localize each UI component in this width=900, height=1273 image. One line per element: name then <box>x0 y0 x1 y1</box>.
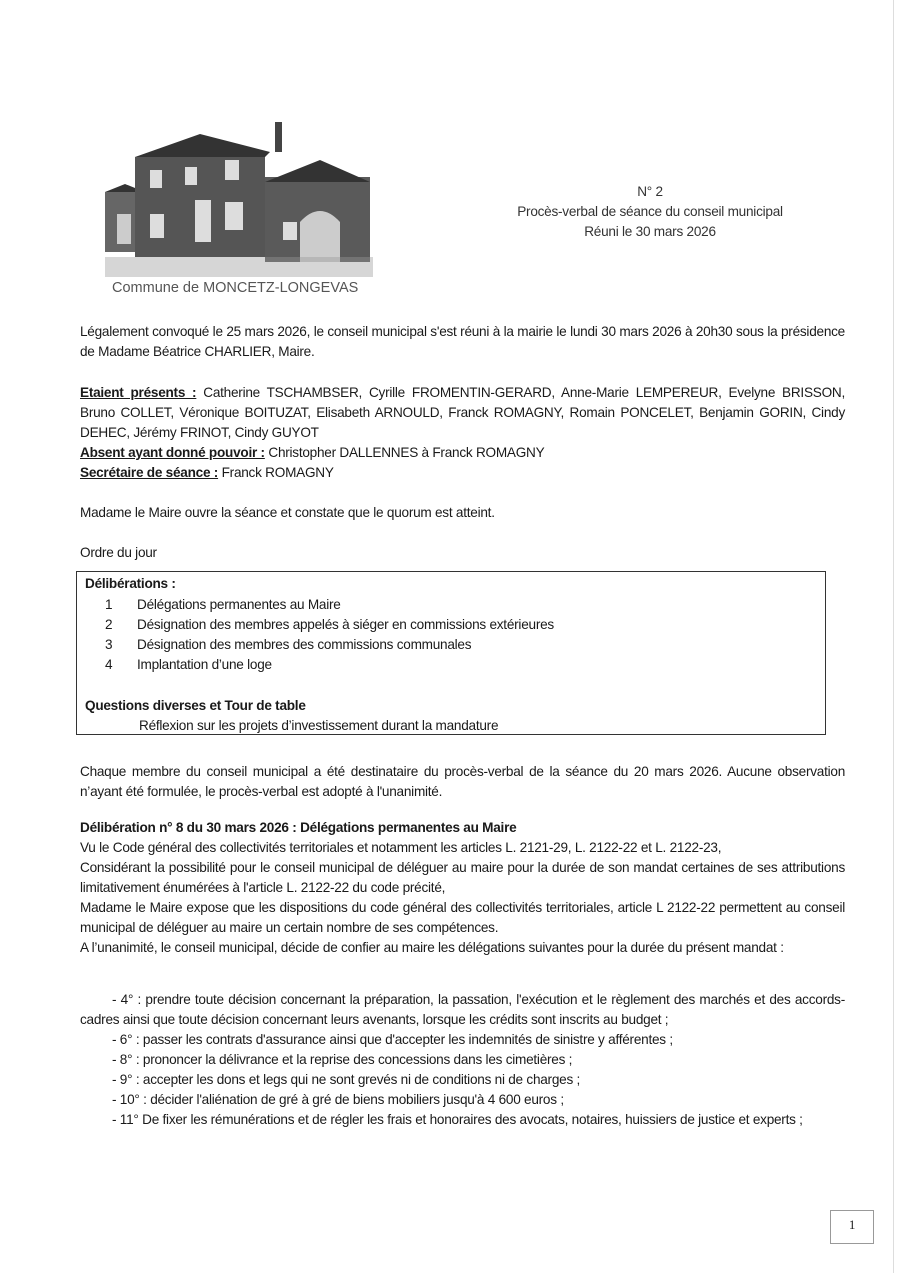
attendance-block <box>80 383 845 483</box>
agenda-item: 2 Désignation des membres appelés à siéger en commissions extérieures <box>105 617 554 632</box>
agenda-item: 4 Implantation d’une loge <box>105 657 272 672</box>
page-number: 1 <box>830 1210 874 1244</box>
delegation-item: - 4° : prendre toute décision concernant la préparation, la passation, l'exécution et le règlement des marchés et des accords-cadres ainsi que toute décision concernant leurs avenants, lorsque les crédits sont inscrits au budget ; <box>80 992 845 1027</box>
delegation-item: - 11° De fixer les rémunérations et de régler les frais et honoraires des avocats, notaires, huissiers de justice et experts ; <box>112 1112 803 1127</box>
deliberation-paragraph: Vu le Code général des collectivités territoriales et notamment les articles L. 2121-29, L. 2122-22 et L. 2122-23, <box>80 840 722 855</box>
delegation-item: - 9° : accepter les dons et legs qui ne sont grevés ni de conditions ni de charges ; <box>112 1072 581 1087</box>
delegation-item: - 10° : décider l'aliénation de gré à gré de biens mobiliers jusqu'à 4 600 euros ; <box>112 1092 564 1107</box>
commune-name: Commune de MONCETZ-LONGEVAS <box>112 280 359 296</box>
pv-number: N° 2 <box>637 184 663 199</box>
misc-title: Questions diverses et Tour de table <box>85 698 306 713</box>
adoption-paragraph: Chaque membre du conseil municipal a été destinataire du procès-verbal de la séance du 20 mars 2026. Aucune observation n’ayant été formulée, le procès-verbal est adopté à l'unanimité. <box>80 764 845 799</box>
opening-statement: Madame le Maire ouvre la séance et constate que le quorum est atteint. <box>80 505 495 520</box>
page-edge <box>893 0 894 1273</box>
agenda-item: 3 Désignation des membres des commissions communales <box>105 637 472 652</box>
present-list: Catherine TSCHAMBSER, Cyrille FROMENTIN-GERARD, Anne-Marie LEMPEREUR, Evelyne BRISSON, Bruno COLLET, Véronique BOITUZAT, Elisabeth ARNOULD, Franck ROMAGNY, Romain PONCELET, Benjamin GORIN, Cindy DEHEC, Jérémy FRINOT, Cindy GUYOT <box>80 385 845 440</box>
present-label: Etaient présents : <box>80 385 197 400</box>
misc-item: Réflexion sur les projets d’investissement durant la mandature <box>139 718 499 733</box>
deliberation-paragraph: Madame le Maire expose que les dispositions du code général des collectivités territoriales, article L 2122-22 permettent au conseil municipal de déléguer au maire un certain nombre de ses compétences. <box>80 900 845 935</box>
document-header <box>490 182 810 242</box>
deliberation-title: Délibération n° 8 du 30 mars 2026 : Délégations permanentes au Maire <box>80 820 517 835</box>
delegations-list <box>80 990 845 1130</box>
deliberations-title: Délibérations : <box>85 576 176 591</box>
pv-date: Réuni le 30 mars 2026 <box>584 224 716 239</box>
intro-paragraph: Légalement convoqué le 25 mars 2026, le conseil municipal s'est réuni à la mairie le lundi 30 mars 2026 à 20h30 sous la présidence de Madame Béatrice CHARLIER, Maire. <box>80 324 845 359</box>
town-hall-illustration <box>105 122 373 282</box>
deliberation-section <box>80 818 845 958</box>
deliberation-paragraph: Considérant la possibilité pour le conseil municipal de déléguer au maire pour la durée de son mandat certaines de ses attributions limitativement énumérées à l'article L. 2122-22 du code précité, <box>80 860 845 895</box>
agenda-box <box>76 571 826 735</box>
secretary-value: Franck ROMAGNY <box>221 465 334 480</box>
agenda-item: 1 Délégations permanentes au Maire <box>105 597 341 612</box>
agenda-title: Ordre du jour <box>80 545 157 560</box>
delegation-item: - 8° : prononcer la délivrance et la reprise des concessions dans les cimetières ; <box>112 1052 573 1067</box>
absent-label: Absent ayant donné pouvoir : <box>80 445 265 460</box>
secretary-label: Secrétaire de séance : <box>80 465 219 480</box>
deliberation-paragraph: A l’unanimité, le conseil municipal, décide de confier au maire les délégations suivantes pour la durée du présent mandat : <box>80 940 784 955</box>
absent-value: Christopher DALLENNES à Franck ROMAGNY <box>268 445 545 460</box>
pv-title: Procès-verbal de séance du conseil municipal <box>517 204 783 219</box>
delegation-item: - 6° : passer les contrats d'assurance ainsi que d'accepter les indemnités de sinistre y afférentes ; <box>112 1032 673 1047</box>
